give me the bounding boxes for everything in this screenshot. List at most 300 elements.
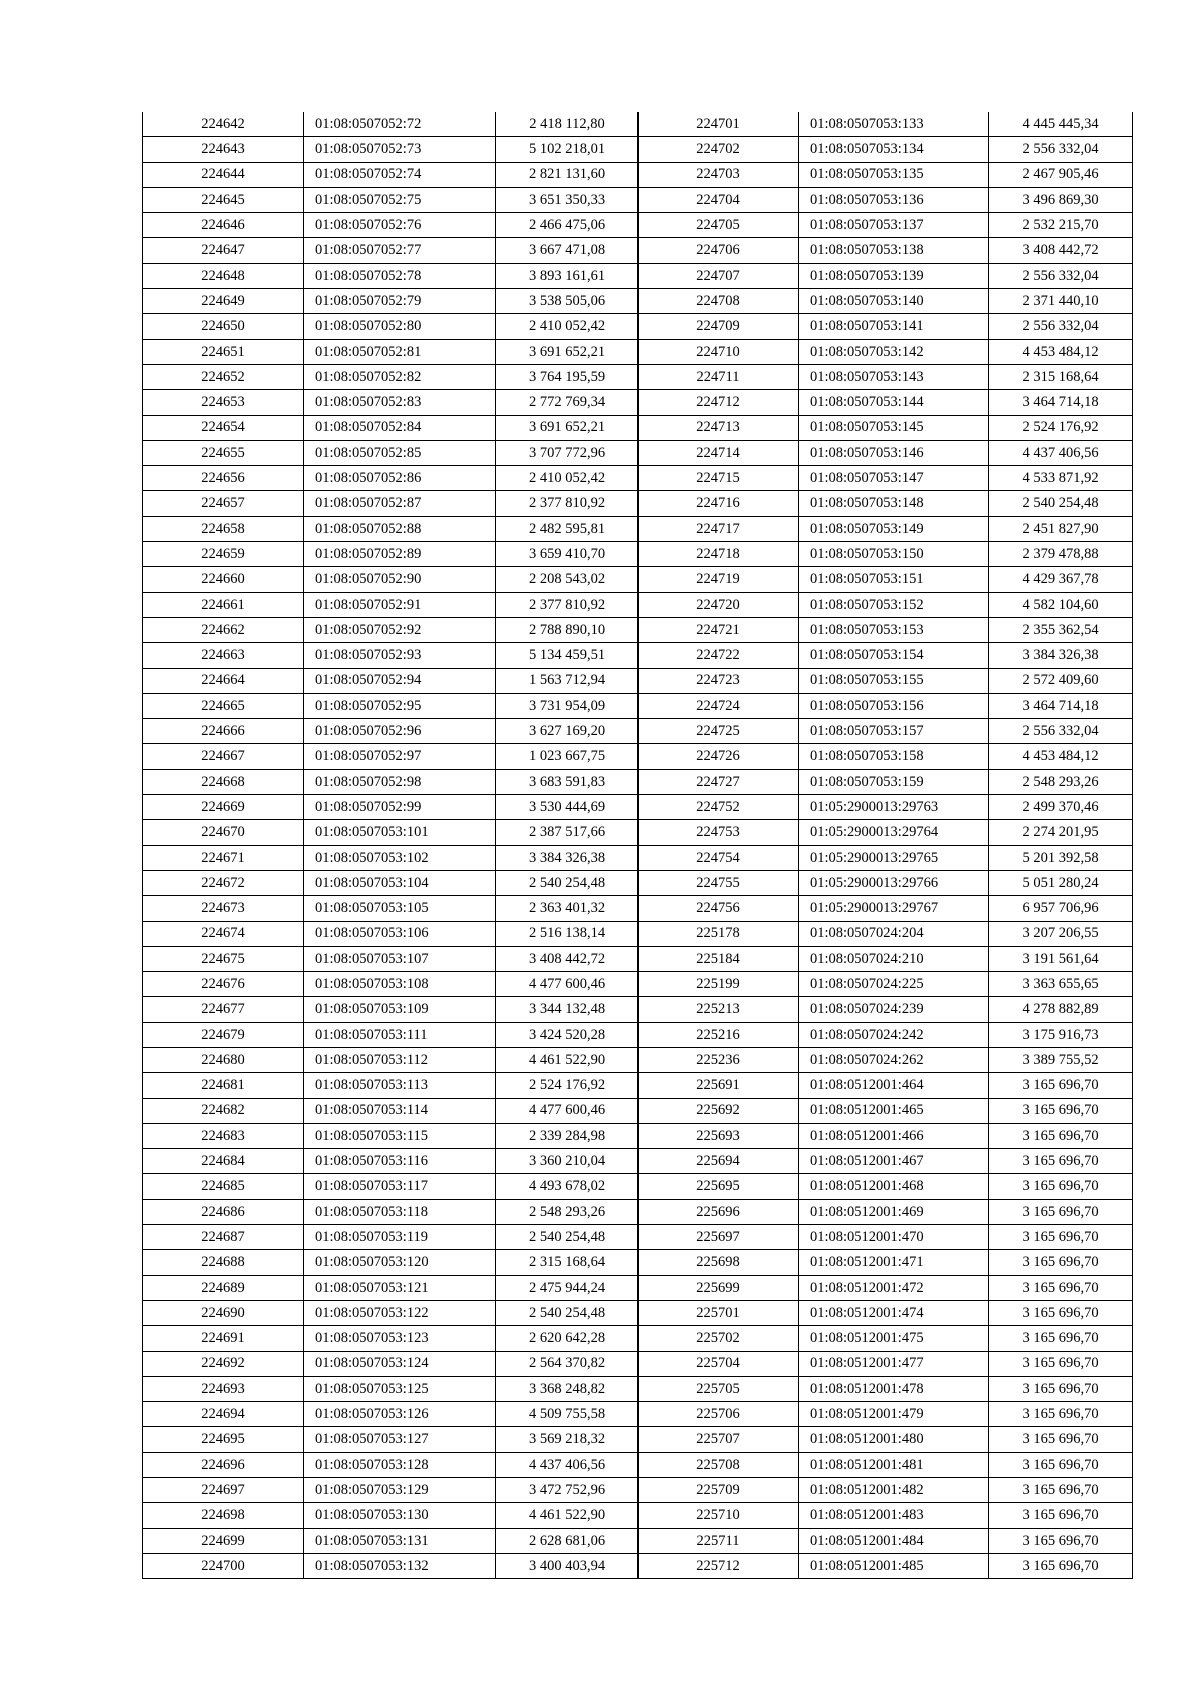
cadastral-number-cell: 01:08:0507053:119 <box>304 1225 496 1250</box>
table-row <box>143 1427 639 1452</box>
value-cell: 3 464 714,18 <box>989 390 1133 415</box>
value-cell: 3 659 410,70 <box>496 542 639 567</box>
cadastral-number-cell: 01:08:0507052:78 <box>304 263 496 288</box>
table-row <box>638 516 1133 541</box>
parcel-number-cell: 224649 <box>143 289 304 314</box>
value-cell: 3 627 169,20 <box>496 719 639 744</box>
cadastral-number-cell: 01:08:0507053:155 <box>799 668 989 693</box>
value-cell: 3 165 696,70 <box>989 1300 1133 1325</box>
cadastral-number-cell: 01:08:0512001:482 <box>799 1478 989 1503</box>
table-row <box>143 1528 639 1553</box>
cadastral-number-cell: 01:05:2900013:29763 <box>799 795 989 820</box>
table-row <box>143 516 639 541</box>
parcel-number-cell: 224659 <box>143 542 304 567</box>
cadastral-number-cell: 01:08:0507053:141 <box>799 314 989 339</box>
value-cell: 5 134 459,51 <box>496 643 639 668</box>
cadastral-number-cell: 01:08:0507053:144 <box>799 390 989 415</box>
value-cell: 3 165 696,70 <box>989 1123 1133 1148</box>
cadastral-number-cell: 01:08:0507053:156 <box>799 693 989 718</box>
table-row <box>143 972 639 997</box>
value-cell: 2 371 440,10 <box>989 289 1133 314</box>
value-cell: 3 207 206,55 <box>989 921 1133 946</box>
value-cell: 4 453 484,12 <box>989 744 1133 769</box>
cadastral-number-cell: 01:08:0512001:484 <box>799 1528 989 1553</box>
value-cell: 2 475 944,24 <box>496 1275 639 1300</box>
value-cell: 4 453 484,12 <box>989 339 1133 364</box>
parcel-number-cell: 225711 <box>638 1528 799 1553</box>
value-cell: 2 315 168,64 <box>496 1250 639 1275</box>
cadastral-number-cell: 01:08:0507053:134 <box>799 137 989 162</box>
cadastral-number-cell: 01:08:0507053:159 <box>799 769 989 794</box>
cadastral-number-cell: 01:08:0507052:77 <box>304 238 496 263</box>
value-cell: 3 165 696,70 <box>989 1503 1133 1528</box>
table-row <box>638 1478 1133 1503</box>
cadastral-number-cell: 01:08:0507053:142 <box>799 339 989 364</box>
parcel-number-cell: 224654 <box>143 415 304 440</box>
cadastral-number-cell: 01:08:0512001:481 <box>799 1452 989 1477</box>
value-cell: 3 569 218,32 <box>496 1427 639 1452</box>
table-row <box>638 1452 1133 1477</box>
cadastral-number-cell: 01:08:0507053:145 <box>799 415 989 440</box>
cadastral-number-cell: 01:08:0507053:130 <box>304 1503 496 1528</box>
value-cell: 2 540 254,48 <box>989 491 1133 516</box>
table-row <box>638 693 1133 718</box>
table-row <box>638 1149 1133 1174</box>
parcel-number-cell: 224752 <box>638 795 799 820</box>
cadastral-number-cell: 01:08:0507052:85 <box>304 440 496 465</box>
value-cell: 3 651 350,33 <box>496 187 639 212</box>
table-row <box>638 339 1133 364</box>
parcel-number-cell: 225184 <box>638 946 799 971</box>
parcel-number-cell: 224724 <box>638 693 799 718</box>
parcel-number-cell: 224705 <box>638 213 799 238</box>
table-row <box>638 719 1133 744</box>
table-row <box>143 1250 639 1275</box>
cadastral-number-cell: 01:08:0507052:76 <box>304 213 496 238</box>
parcel-number-cell: 224704 <box>638 187 799 212</box>
cadastral-number-cell: 01:08:0507053:132 <box>304 1553 496 1578</box>
value-cell: 3 165 696,70 <box>989 1326 1133 1351</box>
parcel-number-cell: 225699 <box>638 1275 799 1300</box>
table-row <box>143 238 639 263</box>
value-cell: 2 410 052,42 <box>496 314 639 339</box>
cadastral-number-cell: 01:08:0507052:74 <box>304 162 496 187</box>
value-cell: 3 191 561,64 <box>989 946 1133 971</box>
value-cell: 2 387 517,66 <box>496 820 639 845</box>
parcel-number-cell: 224683 <box>143 1123 304 1148</box>
parcel-number-cell: 224658 <box>143 516 304 541</box>
value-cell: 3 165 696,70 <box>989 1478 1133 1503</box>
table-row <box>143 137 639 162</box>
value-cell: 2 466 475,06 <box>496 213 639 238</box>
value-cell: 3 165 696,70 <box>989 1528 1133 1553</box>
cadastral-number-cell: 01:05:2900013:29765 <box>799 845 989 870</box>
parcel-number-cell: 225706 <box>638 1402 799 1427</box>
value-cell: 3 464 714,18 <box>989 693 1133 718</box>
cadastral-number-cell: 01:08:0507053:147 <box>799 466 989 491</box>
value-cell: 2 524 176,92 <box>496 1073 639 1098</box>
value-cell: 5 102 218,01 <box>496 137 639 162</box>
table-row <box>143 1073 639 1098</box>
parcel-number-cell: 224716 <box>638 491 799 516</box>
value-cell: 1 023 667,75 <box>496 744 639 769</box>
parcel-number-cell: 225695 <box>638 1174 799 1199</box>
table-row <box>143 1351 639 1376</box>
parcel-number-cell: 225692 <box>638 1098 799 1123</box>
parcel-number-cell: 225712 <box>638 1553 799 1578</box>
parcel-number-cell: 225710 <box>638 1503 799 1528</box>
parcel-number-cell: 224713 <box>638 415 799 440</box>
table-row <box>638 795 1133 820</box>
cadastral-number-cell: 01:08:0507053:122 <box>304 1300 496 1325</box>
parcel-number-cell: 224680 <box>143 1047 304 1072</box>
value-cell: 2 516 138,14 <box>496 921 639 946</box>
table-row <box>143 162 639 187</box>
value-cell: 2 339 284,98 <box>496 1123 639 1148</box>
parcel-number-cell: 224655 <box>143 440 304 465</box>
parcel-number-cell: 224651 <box>143 339 304 364</box>
value-cell: 4 477 600,46 <box>496 1098 639 1123</box>
value-cell: 2 377 810,92 <box>496 592 639 617</box>
value-cell: 4 445 445,34 <box>989 112 1133 137</box>
cadastral-number-cell: 01:08:0507053:136 <box>799 187 989 212</box>
table-row <box>638 466 1133 491</box>
parcel-number-cell: 224754 <box>638 845 799 870</box>
table-row <box>638 1275 1133 1300</box>
cadastral-number-cell: 01:08:0507053:135 <box>799 162 989 187</box>
parcel-number-cell: 225709 <box>638 1478 799 1503</box>
cadastral-number-cell: 01:08:0507052:81 <box>304 339 496 364</box>
value-cell: 2 564 370,82 <box>496 1351 639 1376</box>
cadastral-number-cell: 01:08:0512001:468 <box>799 1174 989 1199</box>
value-cell: 2 208 543,02 <box>496 567 639 592</box>
table-row <box>638 668 1133 693</box>
table-row <box>143 1098 639 1123</box>
table-row <box>143 820 639 845</box>
table-row <box>143 289 639 314</box>
parcel-number-cell: 224727 <box>638 769 799 794</box>
table-row <box>143 187 639 212</box>
parcel-number-cell: 224685 <box>143 1174 304 1199</box>
cadastral-number-cell: 01:08:0507053:128 <box>304 1452 496 1477</box>
cadastral-number-cell: 01:08:0507053:107 <box>304 946 496 971</box>
cadastral-number-cell: 01:08:0507052:79 <box>304 289 496 314</box>
parcel-number-cell: 225236 <box>638 1047 799 1072</box>
parcel-number-cell: 224687 <box>143 1225 304 1250</box>
parcel-number-cell: 225702 <box>638 1326 799 1351</box>
cadastral-number-cell: 01:08:0507053:133 <box>799 112 989 137</box>
table-row <box>638 238 1133 263</box>
parcel-number-cell: 224665 <box>143 693 304 718</box>
cadastral-number-cell: 01:08:0507053:105 <box>304 896 496 921</box>
cadastral-number-cell: 01:08:0507053:108 <box>304 972 496 997</box>
table-row <box>143 1174 639 1199</box>
value-cell: 3 165 696,70 <box>989 1275 1133 1300</box>
cadastral-number-cell: 01:08:0512001:475 <box>799 1326 989 1351</box>
value-cell: 3 424 520,28 <box>496 1022 639 1047</box>
cadastral-number-cell: 01:08:0507024:239 <box>799 997 989 1022</box>
cadastral-number-cell: 01:08:0507053:129 <box>304 1478 496 1503</box>
cadastral-number-cell: 01:08:0512001:480 <box>799 1427 989 1452</box>
value-cell: 2 410 052,42 <box>496 466 639 491</box>
table-row <box>143 1452 639 1477</box>
parcel-number-cell: 224656 <box>143 466 304 491</box>
table-row <box>143 668 639 693</box>
value-cell: 3 384 326,38 <box>989 643 1133 668</box>
parcel-number-cell: 224682 <box>143 1098 304 1123</box>
parcel-number-cell: 224684 <box>143 1149 304 1174</box>
cadastral-number-cell: 01:08:0507053:143 <box>799 364 989 389</box>
value-cell: 2 540 254,48 <box>496 1300 639 1325</box>
value-cell: 3 165 696,70 <box>989 1225 1133 1250</box>
cadastral-number-cell: 01:08:0507053:157 <box>799 719 989 744</box>
cadastral-number-cell: 01:08:0507053:106 <box>304 921 496 946</box>
parcel-number-cell: 224650 <box>143 314 304 339</box>
value-cell: 2 363 401,32 <box>496 896 639 921</box>
cadastral-number-cell: 01:08:0507053:120 <box>304 1250 496 1275</box>
cadastral-number-cell: 01:08:0512001:485 <box>799 1553 989 1578</box>
parcel-number-cell: 224693 <box>143 1376 304 1401</box>
table-row <box>143 693 639 718</box>
table-row <box>638 1351 1133 1376</box>
cadastral-number-cell: 01:08:0512001:483 <box>799 1503 989 1528</box>
table-row <box>143 1553 639 1578</box>
parcel-number-cell: 224662 <box>143 617 304 642</box>
value-cell: 3 165 696,70 <box>989 1452 1133 1477</box>
table-row <box>638 997 1133 1022</box>
parcel-number-cell: 224699 <box>143 1528 304 1553</box>
table-row <box>143 870 639 895</box>
table-row <box>638 415 1133 440</box>
parcel-number-cell: 224668 <box>143 769 304 794</box>
table-row <box>638 1098 1133 1123</box>
value-cell: 3 707 772,96 <box>496 440 639 465</box>
table-row <box>638 364 1133 389</box>
table-row <box>143 1503 639 1528</box>
value-cell: 4 533 871,92 <box>989 466 1133 491</box>
table-right <box>637 112 1133 1579</box>
table-row <box>638 1199 1133 1224</box>
parcel-number-cell: 224712 <box>638 390 799 415</box>
value-cell: 2 379 478,88 <box>989 542 1133 567</box>
parcel-number-cell: 224672 <box>143 870 304 895</box>
parcel-number-cell: 224692 <box>143 1351 304 1376</box>
table-row <box>143 491 639 516</box>
table-row <box>638 1553 1133 1578</box>
parcel-number-cell: 224700 <box>143 1553 304 1578</box>
table-row <box>638 921 1133 946</box>
value-cell: 2 482 595,81 <box>496 516 639 541</box>
parcel-number-cell: 224715 <box>638 466 799 491</box>
table-row <box>143 1402 639 1427</box>
parcel-number-cell: 224703 <box>638 162 799 187</box>
parcel-number-cell: 224671 <box>143 845 304 870</box>
table-row <box>143 466 639 491</box>
table-row <box>143 1478 639 1503</box>
table-row <box>638 1225 1133 1250</box>
parcel-number-cell: 224686 <box>143 1199 304 1224</box>
parcel-number-cell: 225697 <box>638 1225 799 1250</box>
parcel-number-cell: 225691 <box>638 1073 799 1098</box>
value-cell: 3 165 696,70 <box>989 1351 1133 1376</box>
parcel-number-cell: 224645 <box>143 187 304 212</box>
value-cell: 2 499 370,46 <box>989 795 1133 820</box>
cadastral-number-cell: 01:08:0507053:127 <box>304 1427 496 1452</box>
parcel-number-cell: 224691 <box>143 1326 304 1351</box>
table-row <box>143 719 639 744</box>
cadastral-number-cell: 01:08:0507053:112 <box>304 1047 496 1072</box>
table-row <box>143 1047 639 1072</box>
value-cell: 3 472 752,96 <box>496 1478 639 1503</box>
parcel-number-cell: 224719 <box>638 567 799 592</box>
value-cell: 3 384 326,38 <box>496 845 639 870</box>
cadastral-number-cell: 01:08:0507052:72 <box>304 112 496 137</box>
parcel-number-cell: 224679 <box>143 1022 304 1047</box>
table-row <box>143 1376 639 1401</box>
table-left <box>142 112 639 1579</box>
cadastral-number-cell: 01:08:0507052:97 <box>304 744 496 769</box>
value-cell: 2 355 362,54 <box>989 617 1133 642</box>
cadastral-number-cell: 01:08:0507053:152 <box>799 592 989 617</box>
cadastral-number-cell: 01:08:0507053:109 <box>304 997 496 1022</box>
parcel-number-cell: 224689 <box>143 1275 304 1300</box>
table-row <box>143 769 639 794</box>
parcel-number-cell: 224756 <box>638 896 799 921</box>
parcel-number-cell: 225707 <box>638 1427 799 1452</box>
table-row <box>638 1174 1133 1199</box>
cadastral-number-cell: 01:08:0507053:131 <box>304 1528 496 1553</box>
value-cell: 2 628 681,06 <box>496 1528 639 1553</box>
cadastral-number-cell: 01:08:0507053:125 <box>304 1376 496 1401</box>
value-cell: 3 731 954,09 <box>496 693 639 718</box>
cadastral-number-cell: 01:08:0507053:104 <box>304 870 496 895</box>
table-row <box>638 896 1133 921</box>
table-row <box>143 1275 639 1300</box>
table-row <box>143 643 639 668</box>
parcel-number-cell: 224721 <box>638 617 799 642</box>
value-cell: 3 165 696,70 <box>989 1402 1133 1427</box>
cadastral-number-cell: 01:08:0507053:116 <box>304 1149 496 1174</box>
cadastral-number-cell: 01:08:0507024:210 <box>799 946 989 971</box>
table-row <box>638 1123 1133 1148</box>
cadastral-number-cell: 01:08:0507052:73 <box>304 137 496 162</box>
parcel-number-cell: 224646 <box>143 213 304 238</box>
cadastral-number-cell: 01:08:0507053:148 <box>799 491 989 516</box>
table-row <box>638 263 1133 288</box>
table-row <box>143 997 639 1022</box>
value-cell: 3 344 132,48 <box>496 997 639 1022</box>
table-row <box>638 542 1133 567</box>
parcel-number-cell: 224652 <box>143 364 304 389</box>
value-cell: 3 165 696,70 <box>989 1553 1133 1578</box>
table-row <box>143 314 639 339</box>
table-row <box>638 1427 1133 1452</box>
value-cell: 3 175 916,73 <box>989 1022 1133 1047</box>
table-row <box>143 1326 639 1351</box>
value-cell: 3 165 696,70 <box>989 1427 1133 1452</box>
cadastral-number-cell: 01:08:0507053:101 <box>304 820 496 845</box>
value-cell: 4 437 406,56 <box>496 1452 639 1477</box>
parcel-number-cell: 225704 <box>638 1351 799 1376</box>
value-cell: 2 620 642,28 <box>496 1326 639 1351</box>
parcel-number-cell: 225213 <box>638 997 799 1022</box>
table-row <box>143 845 639 870</box>
parcel-number-cell: 224661 <box>143 592 304 617</box>
cadastral-number-cell: 01:08:0507052:83 <box>304 390 496 415</box>
table-row <box>143 795 639 820</box>
value-cell: 3 538 505,06 <box>496 289 639 314</box>
cadastral-number-cell: 01:08:0507052:82 <box>304 364 496 389</box>
value-cell: 2 556 332,04 <box>989 314 1133 339</box>
cadastral-number-cell: 01:08:0507053:111 <box>304 1022 496 1047</box>
cadastral-number-cell: 01:08:0507053:153 <box>799 617 989 642</box>
value-cell: 2 772 769,34 <box>496 390 639 415</box>
value-cell: 2 556 332,04 <box>989 263 1133 288</box>
value-cell: 2 556 332,04 <box>989 137 1133 162</box>
cadastral-number-cell: 01:08:0507053:150 <box>799 542 989 567</box>
table-row <box>638 491 1133 516</box>
table-row <box>143 542 639 567</box>
cadastral-number-cell: 01:08:0507053:154 <box>799 643 989 668</box>
table-row <box>638 1402 1133 1427</box>
parcel-number-cell: 225216 <box>638 1022 799 1047</box>
value-cell: 4 582 104,60 <box>989 592 1133 617</box>
value-cell: 5 201 392,58 <box>989 845 1133 870</box>
table-row <box>143 112 639 137</box>
value-cell: 2 821 131,60 <box>496 162 639 187</box>
cadastral-number-cell: 01:08:0507052:94 <box>304 668 496 693</box>
table-row <box>143 390 639 415</box>
cadastral-number-cell: 01:08:0507052:98 <box>304 769 496 794</box>
value-cell: 2 274 201,95 <box>989 820 1133 845</box>
parcel-number-cell: 224717 <box>638 516 799 541</box>
table-row <box>638 1250 1133 1275</box>
value-cell: 2 524 176,92 <box>989 415 1133 440</box>
cadastral-number-cell: 01:08:0507024:204 <box>799 921 989 946</box>
table-row <box>143 1149 639 1174</box>
parcel-number-cell: 224653 <box>143 390 304 415</box>
cadastral-number-cell: 01:08:0507053:140 <box>799 289 989 314</box>
cadastral-number-cell: 01:08:0512001:467 <box>799 1149 989 1174</box>
table-row <box>638 213 1133 238</box>
parcel-number-cell: 225199 <box>638 972 799 997</box>
parcel-number-cell: 224755 <box>638 870 799 895</box>
cadastral-number-cell: 01:08:0507024:262 <box>799 1047 989 1072</box>
parcel-number-cell: 224670 <box>143 820 304 845</box>
cadastral-number-cell: 01:08:0507053:137 <box>799 213 989 238</box>
cadastral-number-cell: 01:08:0507052:88 <box>304 516 496 541</box>
cadastral-number-cell: 01:08:0512001:471 <box>799 1250 989 1275</box>
table-row <box>638 1528 1133 1553</box>
parcel-number-cell: 224664 <box>143 668 304 693</box>
table-row <box>143 1123 639 1148</box>
value-cell: 4 429 367,78 <box>989 567 1133 592</box>
parcel-number-cell: 224725 <box>638 719 799 744</box>
value-cell: 3 368 248,82 <box>496 1376 639 1401</box>
parcel-number-cell: 225694 <box>638 1149 799 1174</box>
value-cell: 3 667 471,08 <box>496 238 639 263</box>
parcel-number-cell: 225693 <box>638 1123 799 1148</box>
value-cell: 3 530 444,69 <box>496 795 639 820</box>
value-cell: 4 509 755,58 <box>496 1402 639 1427</box>
table-row <box>638 314 1133 339</box>
table-row <box>638 567 1133 592</box>
cadastral-number-cell: 01:08:0507053:124 <box>304 1351 496 1376</box>
value-cell: 2 548 293,26 <box>496 1199 639 1224</box>
cadastral-number-cell: 01:08:0507052:91 <box>304 592 496 617</box>
cadastral-number-cell: 01:08:0507053:102 <box>304 845 496 870</box>
parcel-number-cell: 224642 <box>143 112 304 137</box>
